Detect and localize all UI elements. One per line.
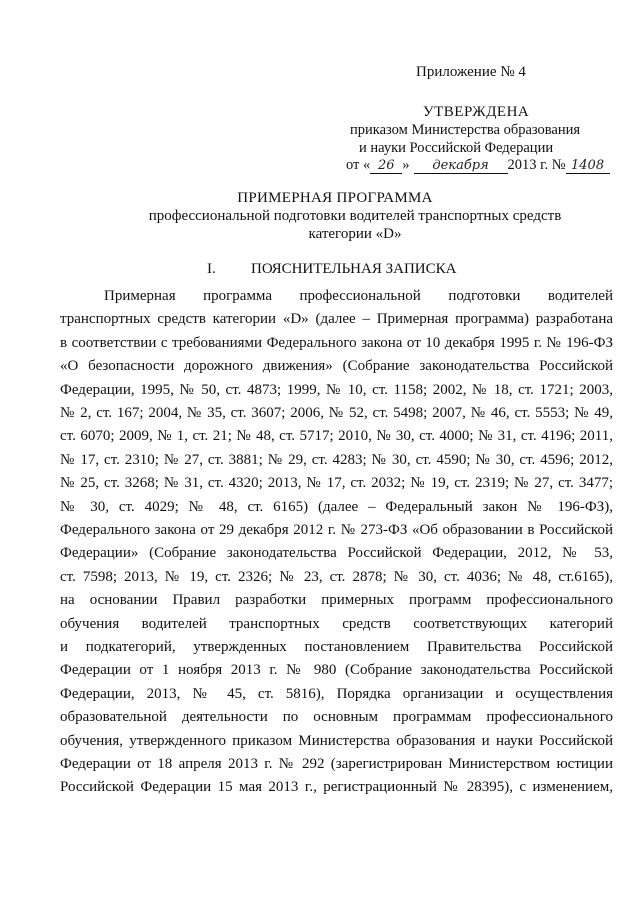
section-title: ПОЯСНИТЕЛЬНАЯ ЗАПИСКА	[251, 261, 457, 277]
order-date-line	[346, 157, 610, 174]
body-line: Федерации от 18 апреля 2013 г. № 292 (зарегистрирован Министерством юстиции	[60, 756, 613, 772]
approved-label: УТВЕРЖДЕНА	[423, 104, 530, 120]
body-line: образовательной деятельности по основным программам профессионального	[60, 709, 613, 726]
program-subtitle-2: категории «D»	[308, 226, 402, 242]
body-line: ст. 6070; 2009, № 1, ст. 21; № 48, ст. 5717; 2010, № 30, ст. 4000; № 31, ст. 4196; 2011,	[60, 428, 613, 445]
body-line: транспортных средств категории «D» (далее – Примерная программа) разработана	[60, 311, 613, 328]
body-line: обучения водителей транспортных средств соответствующих категорий	[60, 615, 613, 632]
order-line-1: приказом Министерства образования	[350, 122, 581, 138]
body-line: № 2, ст. 167; 2004, № 35, ст. 3607; 2006, № 52, ст. 5498; 2007, № 46, ст. 5553; № 49,	[60, 405, 613, 421]
appendix-label: Приложение № 4	[416, 64, 526, 80]
body-line: Федерации от 1 ноября 2013 г. № 980 (Собрание законодательства Российской	[60, 662, 613, 679]
body-line: Федерации» (Собрание законодательства Российской Федерации, 2012, № 53,	[60, 545, 613, 562]
order-line-2: и науки Российской Федерации	[359, 140, 554, 156]
section-heading	[207, 261, 456, 278]
order-close-quote: »	[402, 157, 410, 173]
body-line: № 25, ст. 3268; № 31, ст. 4320; 2013, № 17, ст. 2032; № 19, ст. 2319; № 27, ст. 3477;	[60, 475, 613, 492]
body-line: «О безопасности дорожного движения» (Собрание законодательства Российской	[60, 358, 613, 375]
body-line: Федерального закона от 29 декабря 2012 г. № 273-ФЗ «Об образовании в Российской	[60, 522, 613, 538]
section-number: I.	[207, 261, 216, 277]
program-subtitle-1: профессиональной подготовки водителей транспортных средств	[148, 208, 562, 224]
order-number-handwritten: 1408	[566, 158, 610, 174]
order-month-handwritten: декабря	[414, 158, 508, 174]
order-day-handwritten: 26	[370, 158, 402, 174]
body-line: ст. 7598; 2013, № 19, ст. 2326; № 23, ст. 2878; № 30, ст. 4036; № 48, ст.6165),	[60, 568, 613, 585]
order-from-text: от «	[346, 157, 371, 173]
body-line: на основании Правил разработки примерных программ профессионального	[60, 592, 613, 609]
body-line: обучения, утвержденного приказом Министерства образования и науки Российской	[60, 732, 613, 749]
body-line: и подкатегорий, утвержденных постановлением Правительства Российской	[60, 639, 613, 655]
body-line: № 30, ст. 4029; № 48, ст. 6165) (далее – Федеральный закон № 196-ФЗ),	[60, 498, 613, 515]
program-title: ПРИМЕРНАЯ ПРОГРАММА	[237, 190, 433, 206]
body-line: Федерации, 2013, № 45, ст. 5816), Порядка организации и осуществления	[60, 685, 613, 702]
body-line: Российской Федерации 15 мая 2013 г., регистрационный № 28395), с изменением,	[60, 779, 613, 796]
order-year-text: 2013 г. №	[507, 157, 566, 173]
body-line: № 17, ст. 2310; № 27, ст. 3881; № 29, ст. 4283; № 30, ст. 4590; № 30, ст. 4596; 2012,	[60, 451, 613, 468]
body-line: Примерная программа профессиональной подготовки водителей	[104, 288, 613, 304]
body-line: Федерации, 1995, № 50, ст. 4873; 1999, № 10, ст. 1158; 2002, № 18, ст. 1721; 2003,	[60, 381, 613, 398]
body-line: в соответствии с требованиями Федерального закона от 10 декабря 1995 г. № 196-ФЗ	[60, 334, 613, 351]
